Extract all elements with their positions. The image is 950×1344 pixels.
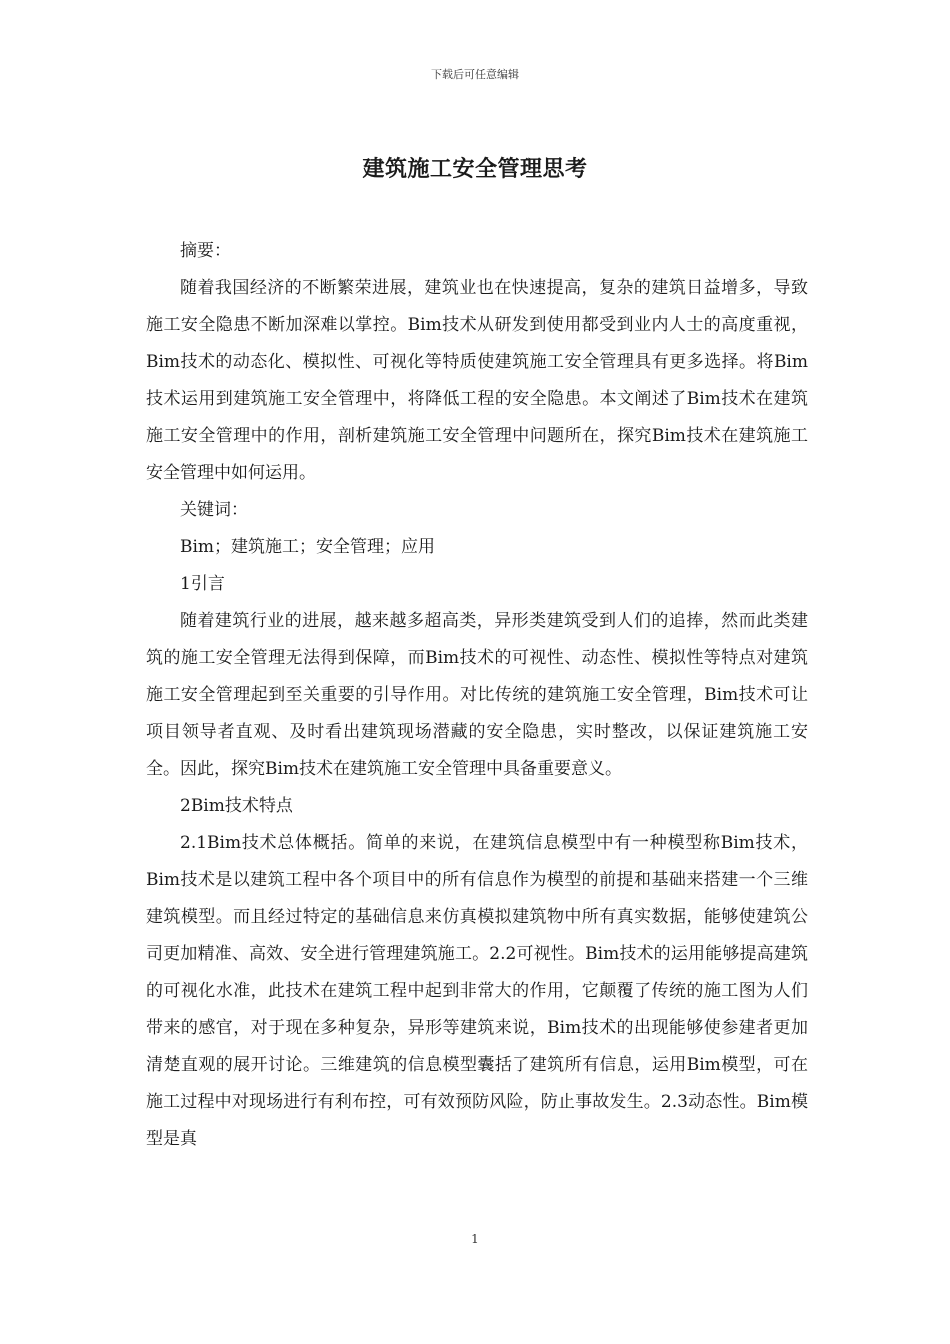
keywords-label: 关键词：: [180, 500, 248, 520]
section-heading-bim-features: 2Bim技术特点: [180, 796, 293, 816]
bim-features-paragraph: 2.1Bim技术总体概括。简单的来说，在建筑信息模型中有一种模型称Bim技术，Bim技术是以建筑工程中各个项目中的所有信息作为模型的前提和基础来搭建一个三维建筑模型。而且经过特定的基础信息来仿真模拟建筑物中所有真实数据，能够使建筑公司更加精准、高效、安全进行管理建筑施工。2.2可视性。Bim技术的运用能够提高建筑的可视化水准，此技术在建筑工程中起到非常大的作用，它颠覆了传统的施工图为人们带来的感官，对于现在多种复杂，异形等建筑来说，Bim技术的出现能够使参建者更加清楚直观的展开讨论。三维建筑的信息模型囊括了建筑所有信息，运用Bim模型，可在施工过程中对现场进行有利布控，可有效预防风险，防止事故发生。2.3动态性。Bim模型是真: [146, 833, 808, 1149]
keywords-list: Bim；建筑施工；安全管理；应用: [180, 537, 436, 557]
section-heading-introduction: 1引言: [180, 574, 225, 594]
document-title: 建筑施工安全管理思考: [362, 156, 588, 182]
header-note: 下载后可任意编辑: [431, 68, 519, 81]
abstract-label: 摘要：: [180, 241, 231, 261]
document-body: [146, 233, 808, 1158]
introduction-paragraph: 随着建筑行业的进展，越来越多超高类，异形类建筑受到人们的追捧，然而此类建筑的施工安全管理无法得到保障，而Bim技术的可视性、动态性、模拟性等特点对建筑施工安全管理起到至关重要的引导作用。对比传统的建筑施工安全管理，Bim技术可让项目领导者直观、及时看出建筑现场潜藏的安全隐患，实时整改，以保证建筑施工安全。因此，探究Bim技术在建筑施工安全管理中具备重要意义。: [146, 611, 808, 779]
abstract-paragraph: 随着我国经济的不断繁荣进展，建筑业也在快速提高，复杂的建筑日益增多，导致施工安全隐患不断加深难以掌控。Bim技术从研发到使用都受到业内人士的高度重视，Bim技术的动态化、模拟性、可视化等特质使建筑施工安全管理具有更多选择。将Bim技术运用到建筑施工安全管理中，将降低工程的安全隐患。本文阐述了Bim技术在建筑施工安全管理中的作用，剖析建筑施工安全管理中问题所在，探究Bim技术在建筑施工安全管理中如何运用。: [146, 278, 808, 483]
page-number: 1: [471, 1232, 479, 1246]
